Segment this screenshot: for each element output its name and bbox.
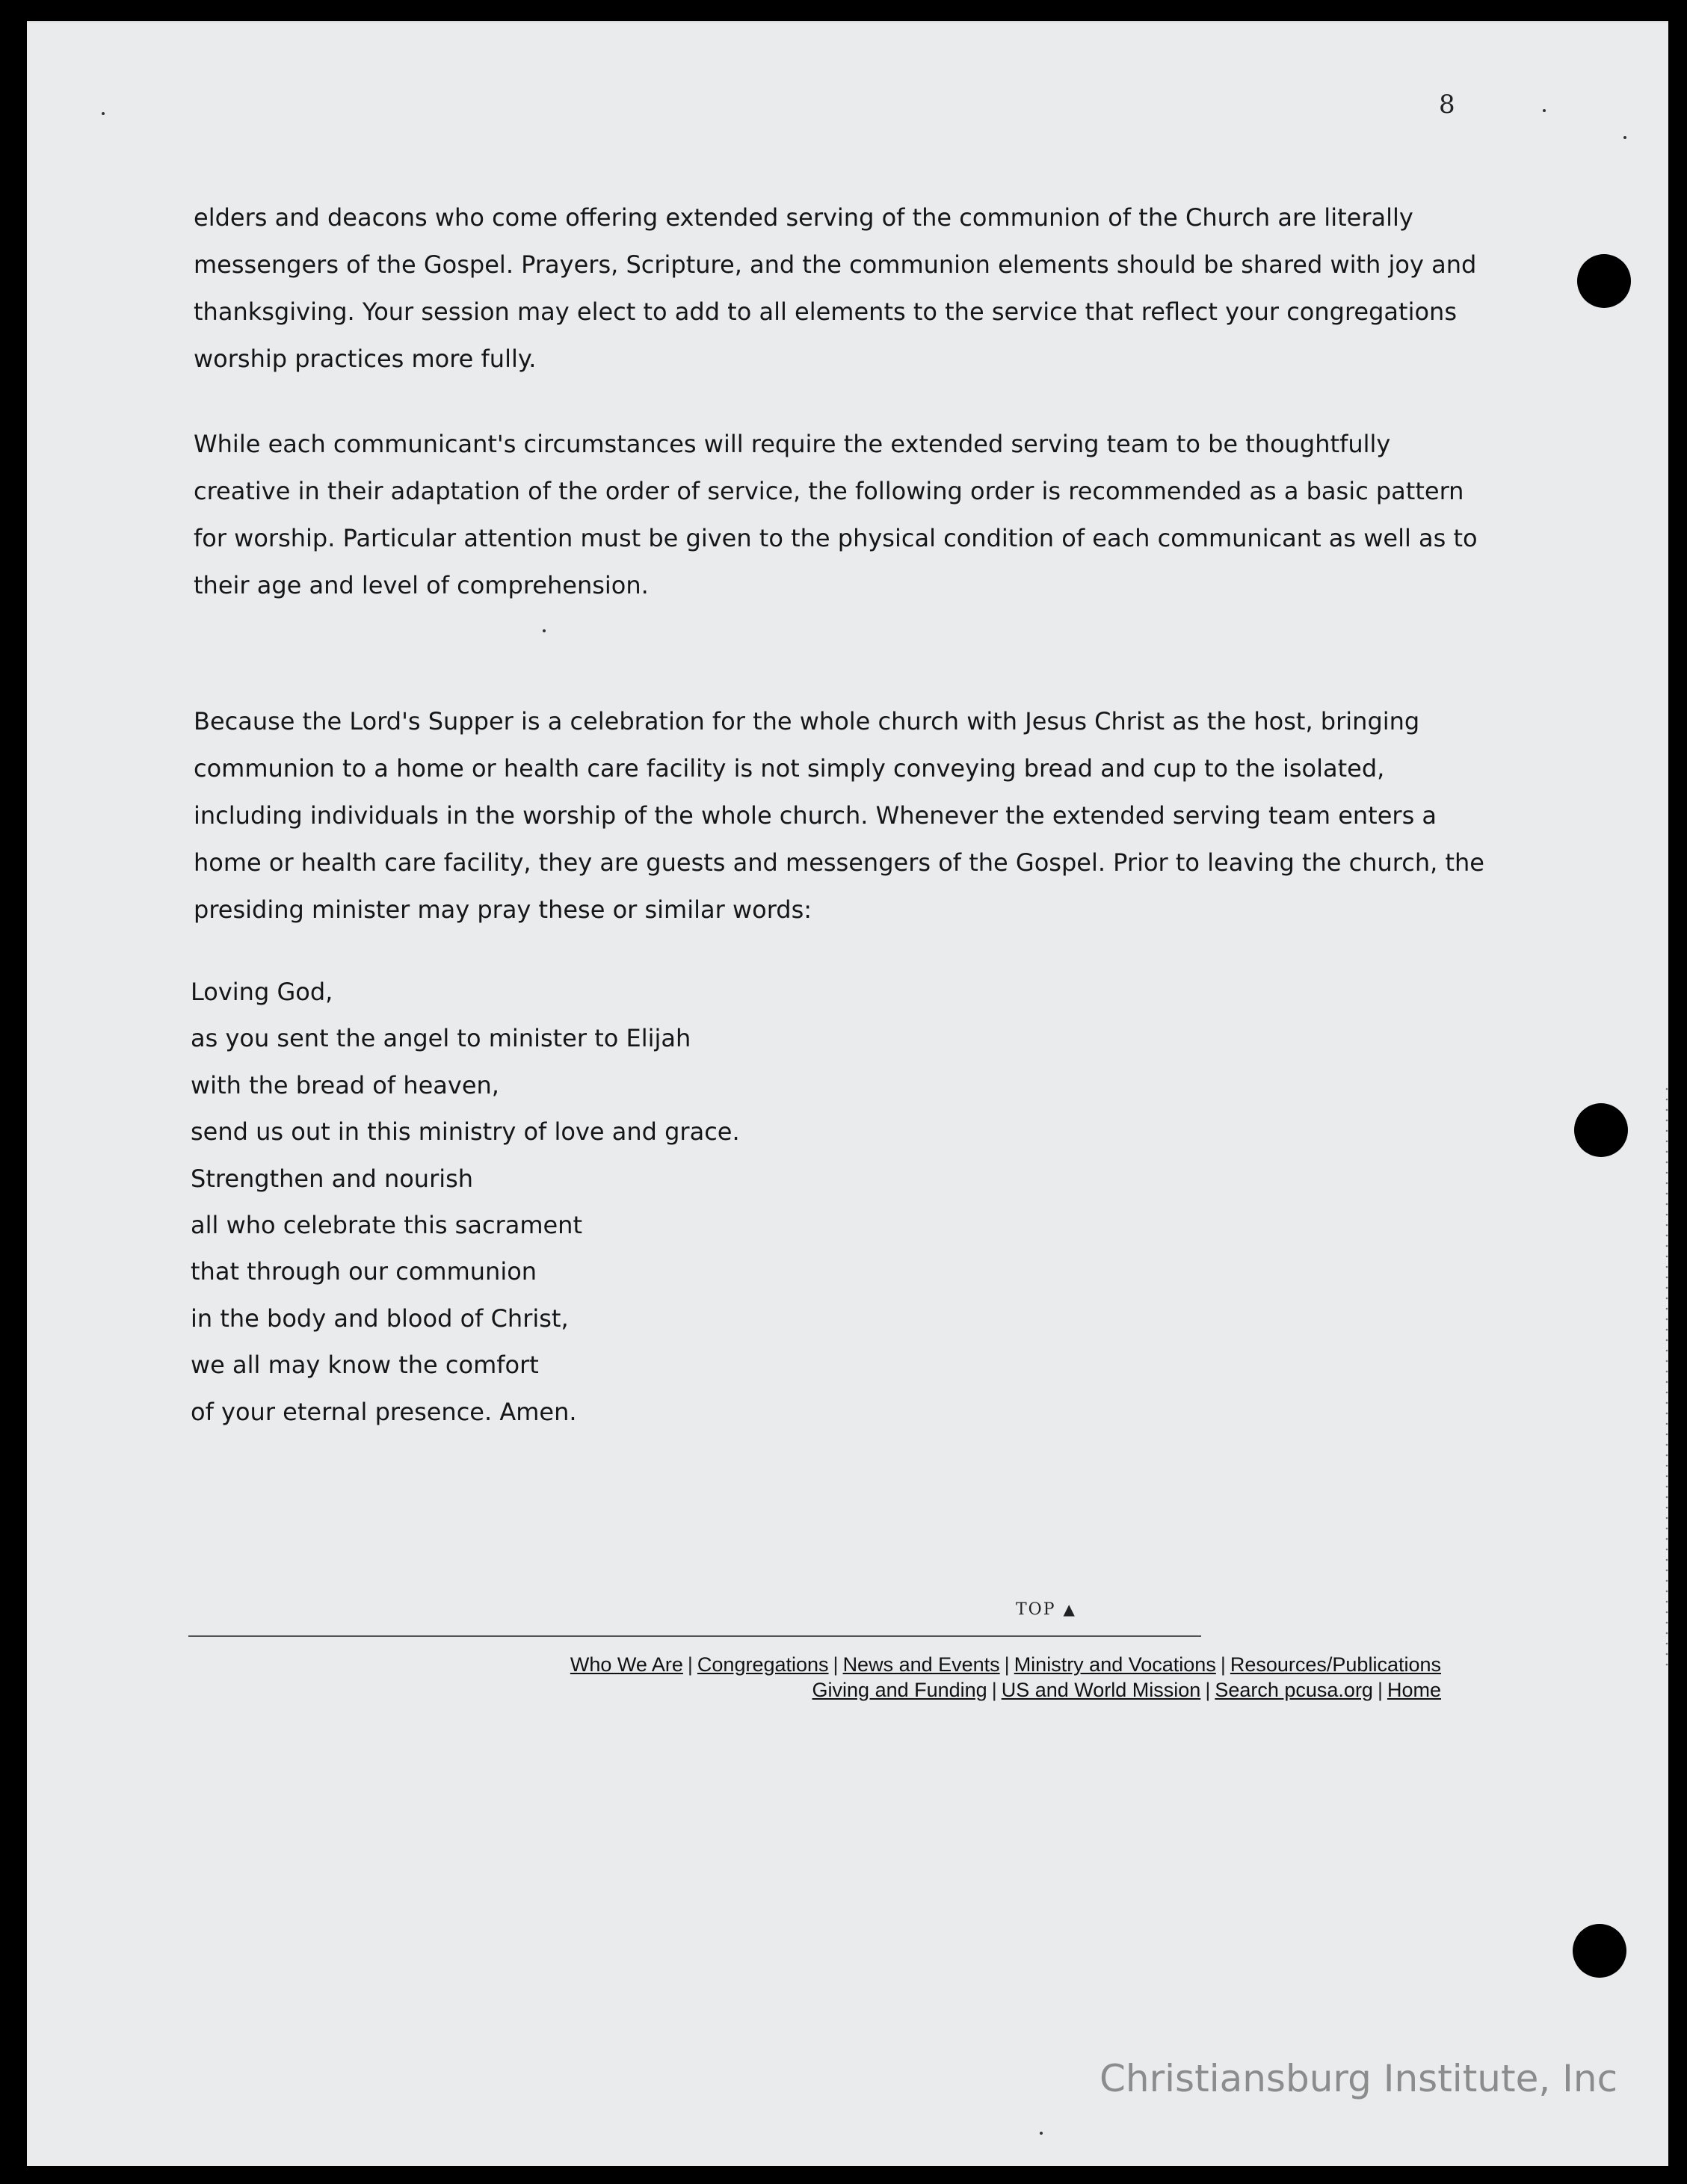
footer-link-who-we-are[interactable]: Who We Are	[570, 1653, 683, 1676]
footer-navigation	[570, 1652, 1441, 1703]
scan-speck	[1543, 109, 1546, 112]
footer-nav-row	[570, 1652, 1441, 1677]
prayer-line: that through our communion	[191, 1257, 537, 1286]
footer-link-search-pcusa[interactable]: Search pcusa.org	[1215, 1679, 1373, 1701]
prayer-line: send us out in this ministry of love and grace.	[191, 1117, 740, 1147]
footer-link-us-and-world-mission[interactable]: US and World Mission	[1001, 1679, 1201, 1701]
top-link-label: TOP	[1016, 1600, 1056, 1619]
paragraph-communicant-circumstances: While each communicant's circumstances will require the extended serving team to be thoughtfully creative in their adaptation of the order of service, the following order is recommended as a basic pattern for worship. Particular attention must be given to the physical condition of each communicant as well as to their age and level of comprehension.	[194, 430, 1478, 599]
prayer-block	[191, 969, 740, 1435]
prayer-line: all who celebrate this sacrament	[191, 1211, 582, 1240]
prayer-line: Strengthen and nourish	[191, 1164, 474, 1193]
footer-link-news-and-events[interactable]: News and Events	[842, 1653, 1000, 1676]
scan-speck	[1040, 2132, 1043, 2135]
top-link[interactable]	[1016, 1600, 1076, 1619]
footer-separator: |	[833, 1653, 839, 1676]
watermark: Christiansburg Institute, Inc	[1100, 2057, 1618, 2100]
footer-nav-row	[570, 1677, 1441, 1703]
paragraph-elders-deacons: elders and deacons who come offering extended serving of the communion of the Church are literally messengers of the Gospel. Prayers, Scripture, and the communion elements should be shared with joy and thanksgiving. Your session may elect to add to all elements to the service that reflect your congregations worship practices more fully.	[194, 203, 1477, 373]
footer-link-ministry-and-vocations[interactable]: Ministry and Vocations	[1014, 1653, 1216, 1676]
footer-separator: |	[687, 1653, 693, 1676]
footer-link-giving-and-funding[interactable]: Giving and Funding	[812, 1679, 987, 1701]
prayer-line: Loving God,	[191, 978, 333, 1006]
scan-speck	[102, 112, 105, 115]
paragraph-lords-supper: Because the Lord's Supper is a celebration for the whole church with Jesus Christ as the host, bringing communion to a home or health care facility is not simply conveying bread and cup to the isolated, including individuals in the worship of the whole church. Whenever the extended serving team enters a home or health care facility, they are guests and messengers of the Gospel. Prior to leaving the church, the presiding minister may pray these or similar words:	[194, 707, 1484, 924]
prayer-line: as you sent the angel to minister to Elijah	[191, 1024, 691, 1053]
prayer-line: in the body and blood of Christ,	[191, 1304, 569, 1333]
footer-separator: |	[1004, 1653, 1010, 1676]
footer-link-home[interactable]: Home	[1387, 1679, 1441, 1701]
scan-speck	[1623, 136, 1626, 139]
footer-link-resources-publications[interactable]: Resources/Publications	[1230, 1653, 1441, 1676]
footer-separator: |	[1220, 1653, 1226, 1676]
page-number: 8	[1439, 90, 1455, 120]
footer-separator: |	[1377, 1679, 1383, 1701]
binder-hole	[1577, 254, 1631, 308]
footer-link-congregations[interactable]: Congregations	[697, 1653, 829, 1676]
footer-divider	[188, 1635, 1201, 1637]
scanned-page	[27, 21, 1668, 2166]
binder-hole	[1573, 1924, 1626, 1978]
prayer-line: of your eternal presence. Amen.	[191, 1397, 577, 1426]
scan-speck	[543, 629, 546, 632]
scan-edge-artifacts	[1665, 1084, 1668, 1667]
footer-separator: |	[1205, 1679, 1211, 1701]
footer-separator: |	[991, 1679, 997, 1701]
up-arrow-icon: ▲	[1063, 1600, 1076, 1618]
prayer-line: with the bread of heaven,	[191, 1070, 499, 1099]
binder-hole	[1574, 1103, 1628, 1157]
prayer-line: we all may know the comfort	[191, 1351, 539, 1380]
